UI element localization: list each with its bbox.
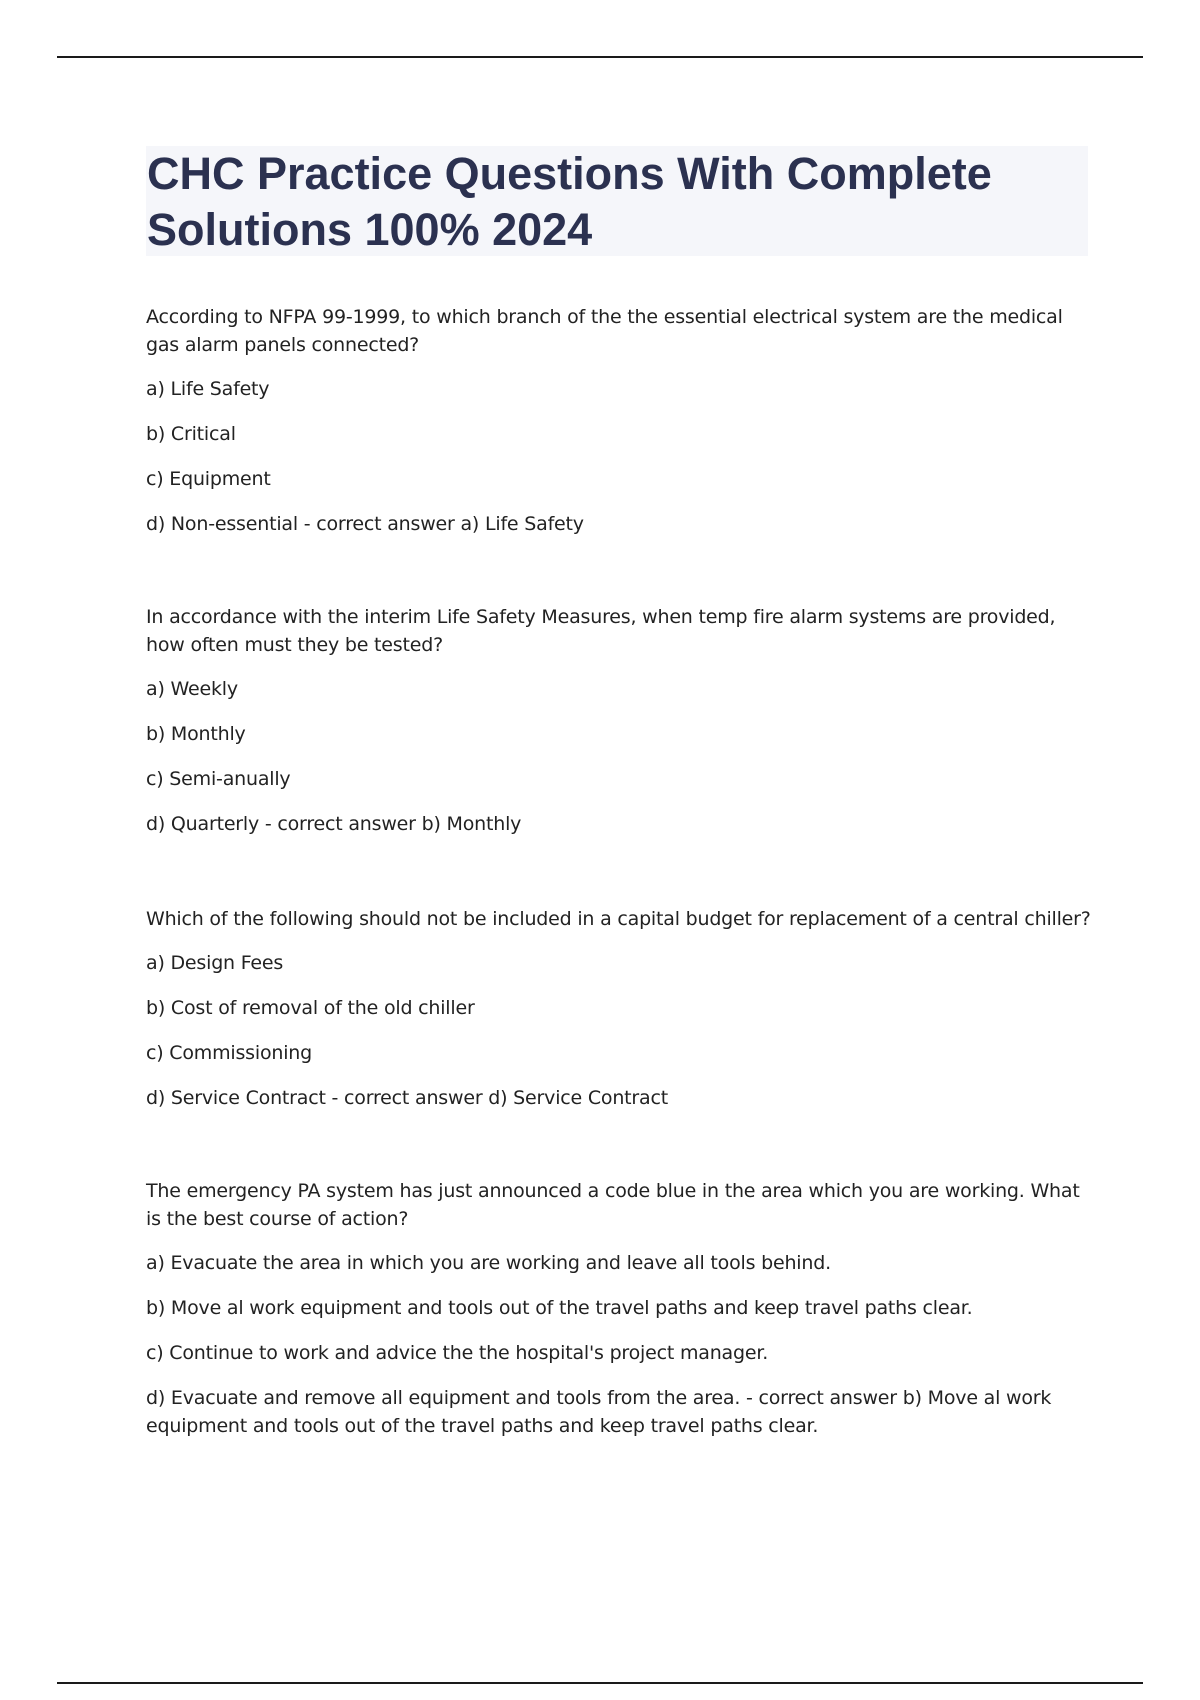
answer-option: b) Monthly: [146, 723, 246, 745]
answer-option: b) Critical: [146, 423, 236, 445]
answer-option-with-solution: d) Quarterly - correct answer b) Monthly: [146, 813, 522, 835]
footer-rule: [57, 1682, 1143, 1684]
header-rule: [57, 56, 1143, 58]
document-title: CHC Practice Questions With Complete Solutions 100% 2024: [147, 148, 992, 255]
answer-option-with-solution: d) Non-essential - correct answer a) Life Safety: [146, 513, 584, 535]
answer-option: a) Life Safety: [146, 378, 270, 400]
answer-option-with-solution: d) Evacuate and remove all equipment and tools from the area. - correct answer b) Move al work equipment and tools out of the travel paths and keep travel paths clear.: [146, 1387, 1052, 1437]
answer-option: b) Move al work equipment and tools out of the travel paths and keep travel paths clear.: [146, 1297, 973, 1319]
answer-option: a) Weekly: [146, 678, 238, 700]
question-block: [146, 603, 1091, 855]
question-block: [146, 303, 1091, 555]
question-text: Which of the following should not be included in a capital budget for replacement of a central chiller?: [146, 908, 1091, 930]
question-text: The emergency PA system has just announced a code blue in the area which you are working. What is the best course of action?: [146, 1180, 1080, 1230]
title-banner: [146, 146, 1088, 256]
answer-option: a) Design Fees: [146, 952, 284, 974]
answer-option: a) Evacuate the area in which you are working and leave all tools behind.: [146, 1252, 831, 1274]
answer-option: c) Equipment: [146, 468, 271, 490]
answer-option-with-solution: d) Service Contract - correct answer d) Service Contract: [146, 1087, 668, 1109]
answer-option: c) Continue to work and advice the the hospital's project manager.: [146, 1342, 769, 1364]
question-text: According to NFPA 99-1999, to which branch of the the essential electrical system are the medical gas alarm panels connected?: [146, 306, 1063, 356]
question-block: [146, 905, 1091, 1129]
answer-option: b) Cost of removal of the old chiller: [146, 997, 475, 1019]
question-block: [146, 1177, 1091, 1457]
question-text: In accordance with the interim Life Safety Measures, when temp fire alarm systems are provided, how often must they be tested?: [146, 606, 1056, 656]
answer-option: c) Semi-anually: [146, 768, 291, 790]
answer-option: c) Commissioning: [146, 1042, 313, 1064]
